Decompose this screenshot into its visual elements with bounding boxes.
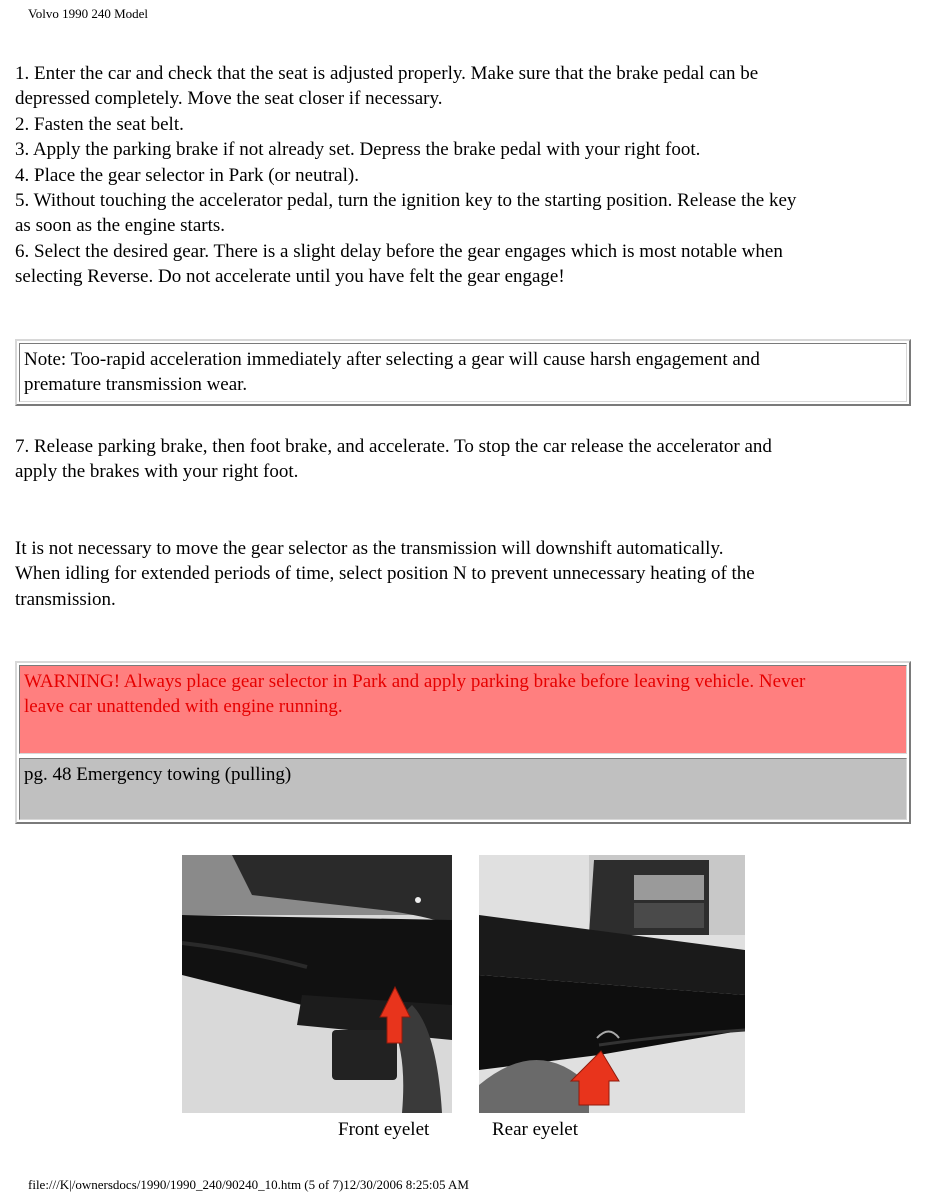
info-line-2: When idling for extended periods of time, select position N to prevent unnecessary heating of the: [15, 563, 755, 585]
step-7-line-2: apply the brakes with your right foot.: [15, 461, 299, 483]
note-line-1: Note: Too-rapid acceleration immediately after selecting a gear will cause harsh engagement and: [24, 349, 760, 370]
warning-cell: [19, 665, 907, 754]
warning-line-2: leave car unattended with engine running.: [24, 696, 343, 718]
step-6-line-1: 6. Select the desired gear. There is a slight delay before the gear engages which is most notable when: [15, 240, 783, 262]
step-2: 2. Fasten the seat belt.: [15, 113, 184, 135]
info-paragraph: [15, 536, 910, 612]
note-box: [15, 339, 911, 406]
section-title: pg. 48 Emergency towing (pulling): [24, 764, 292, 785]
warning-table: [15, 661, 911, 824]
note-line-2: premature transmission wear.: [24, 374, 248, 396]
warning-line-1: WARNING! Always place gear selector in Park and apply parking brake before leaving vehicle. Never: [24, 671, 806, 692]
step-1-line-2: depressed completely. Move the seat closer if necessary.: [15, 88, 443, 110]
rear-eyelet-photo: [479, 855, 745, 1113]
file-path-footer: file:///K|/ownersdocs/1990/1990_240/90240_10.htm (5 of 7)12/30/2006 8:25:05 AM: [28, 1177, 469, 1192]
note-cell: [19, 343, 907, 402]
info-line-1: It is not necessary to move the gear selector as the transmission will downshift automatically.: [15, 538, 724, 559]
step-6-line-2: selecting Reverse. Do not accelerate until you have felt the gear engage!: [15, 266, 565, 288]
starting-steps: [15, 61, 910, 290]
section-heading-cell: [19, 758, 907, 820]
info-line-3: transmission.: [15, 588, 116, 610]
step-5-line-1: 5. Without touching the accelerator pedal, turn the ignition key to the starting position. Release the key: [15, 190, 797, 212]
step-3: 3. Apply the parking brake if not already set. Depress the brake pedal with your right foot.: [15, 139, 701, 161]
step-7-line-1: 7. Release parking brake, then foot brake, and accelerate. To stop the car release the accelerator and: [15, 436, 772, 457]
step-7: [15, 434, 910, 485]
document-header: Volvo 1990 240 Model: [28, 6, 149, 21]
step-4: 4. Place the gear selector in Park (or neutral).: [15, 164, 359, 186]
step-1-line-1: 1. Enter the car and check that the seat is adjusted properly. Make sure that the brake pedal can be: [15, 63, 759, 84]
step-5-line-2: as soon as the engine starts.: [15, 215, 226, 237]
rear-eyelet-caption: Rear eyelet: [492, 1119, 578, 1140]
front-eyelet-caption: Front eyelet: [338, 1119, 430, 1140]
front-eyelet-photo: [182, 855, 452, 1113]
